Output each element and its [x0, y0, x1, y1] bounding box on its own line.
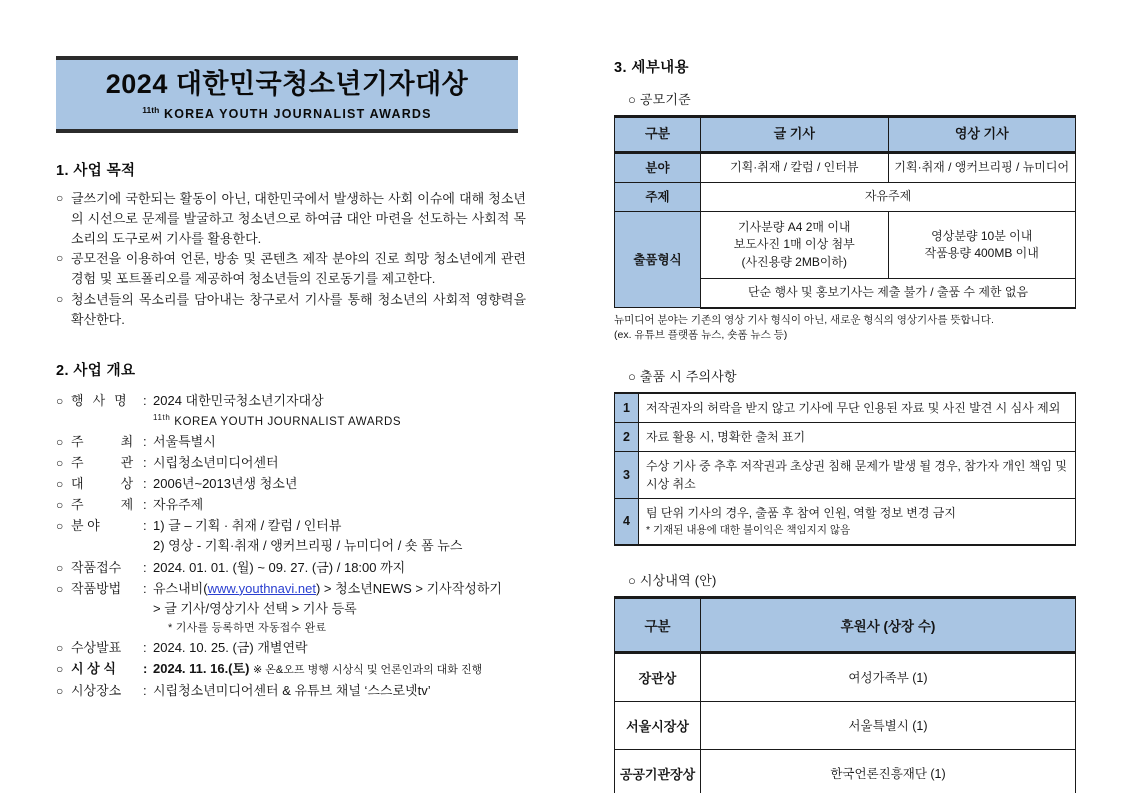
award-sponsor: 서울특별시 (1) — [701, 701, 1076, 749]
list-item-text: 청소년들의 목소리를 담아내는 창구로서 기사를 통해 청소년의 사회적 영향력을 확산한다. — [71, 291, 526, 327]
table-row — [615, 393, 1076, 423]
event-name-english — [56, 412, 526, 431]
table-row-field — [615, 152, 1076, 182]
circle-bullet-icon: ○ — [628, 572, 637, 588]
criteria-footnote — [614, 313, 1076, 345]
table-row — [615, 652, 1076, 701]
event-name-english-text: KOREA YOUTH JOURNALIST AWARDS — [174, 415, 402, 428]
colon: : — [143, 433, 147, 449]
circle-bullet-icon: ○ — [56, 251, 64, 266]
colon: : — [143, 580, 147, 596]
circle-bullet-icon: ○ — [56, 291, 64, 306]
circle-bullet-icon: ○ — [56, 560, 64, 575]
info-label: 주 최 — [71, 433, 134, 449]
circle-bullet-icon: ○ — [628, 92, 637, 107]
notice-text: 자료 활용 시, 명확한 출처 표기 — [639, 423, 1076, 452]
footnote-line-1: 뉴미디어 분야는 기존의 영상 기사 형식이 아닌, 새로운 형식의 영상기사를 뜻합니다. — [614, 313, 994, 326]
circle-bullet-icon: ○ — [56, 476, 64, 491]
info-value — [153, 578, 526, 599]
format-video-line-2: 작품용량 400MB 이내 — [924, 246, 1039, 261]
info-row-event-name — [56, 390, 526, 411]
colon: : — [143, 393, 147, 409]
list-item — [56, 249, 526, 289]
info-row-theme — [56, 494, 526, 515]
info-label: 수상발표 — [71, 640, 122, 656]
notice-number: 2 — [615, 423, 639, 452]
table-row — [615, 423, 1076, 452]
notice-number: 4 — [615, 499, 639, 545]
section3-heading: 3. 세부내용 — [614, 60, 689, 76]
youthnavi-link[interactable]: www.youthnavi.net — [207, 580, 316, 596]
notice-label — [614, 366, 1076, 385]
notice-subnote: * 기재된 내용에 대한 불이익은 책임지지 않음 — [646, 524, 851, 537]
info-row-announcement — [56, 637, 526, 658]
circle-bullet-icon: ○ — [628, 369, 637, 385]
circle-bullet-icon: ○ — [56, 455, 64, 470]
info-label: 시상장소 — [71, 683, 122, 699]
table-header-row — [615, 597, 1076, 652]
table-row — [615, 452, 1076, 499]
info-value — [153, 658, 526, 680]
left-column — [56, 56, 526, 701]
method-suffix: ) > 청소년NEWS > 기사작성하기 — [315, 580, 502, 596]
ceremony-note: ※ 온&오프 병행 시상식 및 언론인과의 대화 진행 — [253, 664, 483, 677]
cell-format-text — [701, 212, 889, 279]
cell-field-text: 기획·취재 / 칼럼 / 인터뷰 — [701, 152, 889, 182]
award-category: 서울시장상 — [615, 701, 701, 749]
award-label — [614, 570, 1076, 589]
circle-bullet-icon: ○ — [56, 518, 64, 533]
info-row-method — [56, 578, 526, 599]
notice-label-text: 출품 시 주의사항 — [639, 369, 737, 385]
section1-list — [56, 189, 526, 329]
method-line-2: > 글 기사/영상기사 선택 > 기사 등록 — [153, 600, 357, 616]
format-text-line-2: 보도사진 1매 이상 첨부 — [733, 237, 855, 252]
circle-bullet-icon: ○ — [56, 191, 64, 206]
format-video-line-1: 영상분량 10분 이내 — [931, 228, 1033, 243]
table-row — [615, 499, 1076, 545]
info-label: 주 제 — [71, 496, 134, 512]
colon: : — [143, 559, 147, 575]
award-sponsor: 여성가족부 (1) — [701, 652, 1076, 701]
list-item — [56, 290, 526, 330]
col-header-video-article: 영상 기사 — [888, 117, 1076, 153]
info-value: 2024 대한민국청소년기자대상 — [153, 393, 324, 409]
table-row-format — [615, 212, 1076, 279]
banner-ordinal: 11th — [142, 105, 160, 116]
info-value: 2024. 01. 01. (월) ~ 09. 27. (금) / 18:00 까지 — [153, 559, 406, 575]
table-row — [615, 749, 1076, 793]
award-category: 장관상 — [615, 652, 701, 701]
info-row-target — [56, 473, 526, 494]
info-label: 작품접수 — [71, 559, 122, 575]
format-text-line-3: (사진용량 2MB이하) — [741, 254, 848, 269]
colon: : — [143, 475, 147, 491]
circle-bullet-icon: ○ — [56, 662, 64, 677]
col-header-division: 구분 — [615, 597, 701, 652]
info-row-host — [56, 431, 526, 452]
info-value: 2006년~2013년생 청소년 — [153, 475, 298, 491]
section1-heading: 1. 사업 목적 — [56, 163, 136, 180]
info-label: 작품방법 — [71, 580, 122, 596]
criteria-table — [614, 115, 1076, 309]
criteria-label — [614, 89, 1076, 108]
notice-text: 저작권자의 허락을 받지 않고 기사에 무단 인용된 자료 및 사진 발견 시 심사 제외 — [639, 393, 1076, 423]
info-row-ceremony — [56, 658, 526, 680]
colon: : — [143, 454, 147, 470]
circle-bullet-icon: ○ — [56, 641, 64, 656]
cell-theme-merged: 자유주제 — [701, 182, 1076, 211]
notice-text: 수상 기사 중 추후 저작권과 초상권 침해 문제가 발생 될 경우, 참가자 개인 책임 및 시상 취소 — [639, 452, 1076, 499]
award-category: 공공기관장상 — [615, 749, 701, 793]
circle-bullet-icon: ○ — [56, 394, 64, 409]
circle-bullet-icon: ○ — [56, 497, 64, 512]
ordinal-suffix: 11th — [153, 412, 171, 422]
info-value: 서울특별시 — [153, 433, 216, 449]
info-value: 1) 글 – 기획 · 취재 / 칼럼 / 인터뷰 — [153, 517, 342, 533]
info-row-field — [56, 515, 526, 536]
method-note: * 기사를 등록하면 자동접수 완료 — [168, 621, 327, 634]
info-value: 자유주제 — [153, 496, 204, 512]
colon: : — [143, 517, 147, 533]
info-value: 시립청소년미디어센터 & 유튜브 채널 ‘스스로넷tv’ — [153, 683, 431, 699]
colon: : — [143, 496, 147, 512]
col-header-division: 구분 — [615, 117, 701, 153]
row-label-theme: 주제 — [615, 182, 701, 211]
info-label: 대 상 — [71, 475, 134, 491]
award-table — [614, 596, 1076, 793]
info-row-receipt — [56, 557, 526, 578]
award-label-text: 시상내역 (안) — [639, 572, 717, 588]
section2-list — [56, 390, 526, 701]
circle-bullet-icon: ○ — [56, 684, 64, 699]
info-label: 시 상 식 — [71, 661, 116, 677]
colon: : — [143, 683, 147, 699]
notice-text-with-note — [639, 499, 1076, 545]
banner-title: 2024 대한민국청소년기자대상 — [105, 69, 469, 99]
cell-format-video — [888, 212, 1076, 279]
cell-field-video: 기획·취재 / 앵커브리핑 / 뉴미디어 — [888, 152, 1076, 182]
info-row-organizer — [56, 452, 526, 473]
banner-subtitle-text: KOREA YOUTH JOURNALIST AWARDS — [164, 107, 432, 122]
notice-number: 1 — [615, 393, 639, 423]
notice-text: 팀 단위 기사의 경우, 출품 후 참여 인원, 역할 정보 변경 금지 — [646, 506, 956, 521]
list-item-text: 글쓰기에 국한되는 활동이 아닌, 대한민국에서 발생하는 사회 이슈에 대해 청소년의 시선으로 문제를 발굴하고 청소년으로 하여금 대안 마련을 선도하는 사회적 목소리의 도구로써 기사를 활용한다. — [71, 191, 526, 246]
award-sponsor: 한국언론진흥재단 (1) — [701, 749, 1076, 793]
info-label: 분 야 — [71, 517, 100, 533]
info-label: 행사명 — [71, 393, 127, 409]
list-item — [56, 189, 526, 248]
ceremony-date: 2024. 11. 16.(토) — [153, 661, 250, 677]
table-row-theme — [615, 182, 1076, 211]
colon: : — [143, 640, 147, 656]
format-text-line-1: 기사분량 A4 2매 이내 — [738, 220, 851, 235]
circle-bullet-icon: ○ — [56, 434, 64, 449]
section2-heading: 2. 사업 개요 — [56, 363, 136, 380]
method-prefix: 유스내비( — [153, 580, 208, 596]
circle-bullet-icon: ○ — [56, 581, 64, 596]
list-item-text: 공모전을 이용하여 언론, 방송 및 콘텐츠 제작 분야의 진로 희망 청소년에게 관련 경험 및 포트폴리오를 제공하여 청소년들의 진로동기를 제고한다. — [71, 251, 526, 287]
col-header-text-article: 글 기사 — [701, 117, 889, 153]
info-row-venue — [56, 680, 526, 701]
criteria-label-text: 공모기준 — [639, 92, 691, 107]
field-line-2: 2) 영상 - 기획·취재 / 앵커브리핑 / 뉴미디어 / 숏 폼 뉴스 — [153, 537, 463, 553]
info-label: 주 관 — [71, 454, 134, 470]
colon: : — [143, 661, 148, 677]
row-label-field: 분야 — [615, 152, 701, 182]
right-column — [614, 56, 1076, 793]
banner-subtitle — [56, 105, 518, 121]
table-row — [615, 701, 1076, 749]
row-label-format: 출품형식 — [615, 212, 701, 308]
footnote-line-2: (ex. 유튜브 플랫폼 뉴스, 숏폼 뉴스 등) — [614, 329, 788, 342]
notice-number: 3 — [615, 452, 639, 499]
info-value: 시립청소년미디어센터 — [153, 454, 279, 470]
table-header-row — [615, 117, 1076, 153]
info-value: 2024. 10. 25. (금) 개별연락 — [153, 640, 308, 656]
col-header-sponsor: 후원사 (상장 수) — [701, 597, 1076, 652]
cell-format-merged: 단순 행사 및 홍보기사는 제출 불가 / 출품 수 제한 없음 — [701, 279, 1076, 308]
title-banner — [56, 56, 518, 133]
notice-table — [614, 392, 1076, 546]
